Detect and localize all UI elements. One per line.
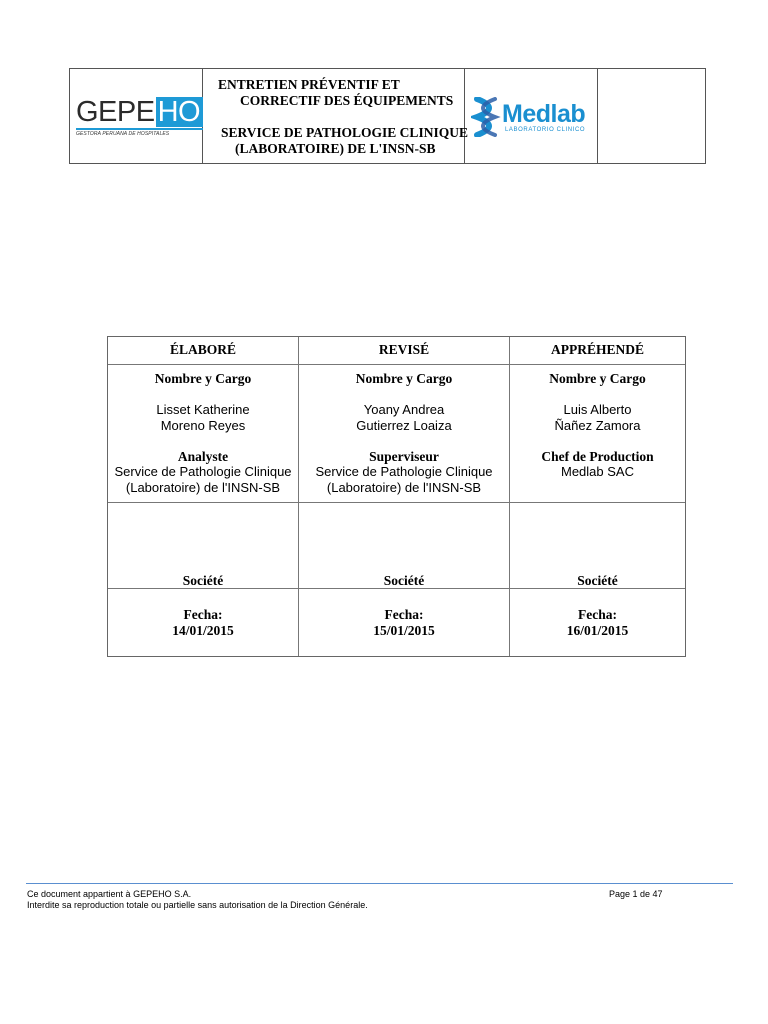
org-line1: Medlab SAC — [561, 464, 634, 479]
approval-column-apprehende — [510, 337, 685, 657]
gepeho-logo-tagline: GESTORA PERUANA DE HOSPITALES — [76, 128, 203, 137]
name-label: Nombre y Cargo — [355, 371, 453, 386]
medlab-logo — [471, 97, 593, 139]
column-header: ÉLABORÉ — [169, 342, 237, 357]
name-label: Nombre y Cargo — [549, 371, 646, 386]
company-label: Société — [577, 573, 618, 588]
footer-notice: Interdite sa reproduction totale ou partielle sans autorisation de la Direction Générale. — [27, 900, 368, 910]
date-value: 15/01/2015 — [373, 623, 435, 638]
gepeho-logo-part2: HO — [156, 97, 204, 127]
approval-column-elabore — [108, 337, 298, 657]
header-logo-cell — [70, 69, 203, 163]
gepeho-logo-wordmark — [76, 97, 203, 127]
medlab-helix-icon — [471, 97, 503, 137]
footer-page-number: Page 1 de 47 — [609, 889, 663, 899]
date-label: Fecha: — [183, 607, 223, 622]
medlab-logo-tagline: LABORATORIO CLINICO — [505, 127, 586, 133]
person-name-line1: Luis Alberto — [563, 402, 632, 417]
date-value: 14/01/2015 — [172, 623, 234, 638]
footer-owner: Ce document appartient à GEPEHO S.A. — [27, 889, 192, 899]
header-title-line4: (LABORATOIRE) DE L'INSN-SB — [235, 141, 436, 156]
date-label: Fecha: — [578, 607, 617, 622]
person-name-line2: Ñañez Zamora — [554, 418, 641, 433]
header-medlab-cell — [465, 69, 598, 163]
medlab-logo-wordmark: Medlab — [502, 100, 586, 128]
column-header: REVISÉ — [378, 342, 430, 357]
person-role: Superviseur — [369, 449, 439, 464]
gepeho-logo-part1: GEPE — [76, 96, 155, 128]
date-label: Fecha: — [384, 607, 424, 622]
approval-column-revise — [299, 337, 509, 657]
date-value: 16/01/2015 — [566, 623, 629, 638]
approval-table — [107, 336, 686, 657]
org-line2: (Laboratoire) de l'INSN-SB — [326, 480, 482, 495]
name-label: Nombre y Cargo — [154, 371, 252, 386]
header-empty-cell — [598, 69, 707, 163]
person-name-line2: Moreno Reyes — [160, 418, 246, 433]
header-title-line1: ENTRETIEN PRÉVENTIF ET — [218, 77, 400, 92]
document-header — [69, 68, 706, 164]
header-title-cell — [203, 69, 468, 163]
footer-rule — [26, 883, 733, 884]
person-role: Analyste — [177, 449, 229, 464]
person-name-line2: Gutierrez Loaiza — [356, 418, 452, 433]
person-role: Chef de Production — [541, 449, 654, 464]
header-title-line3: SERVICE DE PATHOLOGIE CLINIQUE — [221, 125, 468, 140]
company-label: Société — [182, 573, 224, 588]
gepeho-logo — [76, 97, 203, 137]
column-header: APPRÉHENDÉ — [550, 342, 644, 357]
org-line1: Service de Pathologie Clinique — [114, 464, 292, 479]
org-line2: (Laboratoire) de l'INSN-SB — [125, 480, 281, 495]
header-title-line2: CORRECTIF DES ÉQUIPEMENTS — [240, 93, 454, 108]
person-name-line1: Yoany Andrea — [363, 402, 445, 417]
org-line1: Service de Pathologie Clinique — [315, 464, 493, 479]
company-label: Société — [383, 573, 425, 588]
person-name-line1: Lisset Katherine — [156, 402, 250, 417]
